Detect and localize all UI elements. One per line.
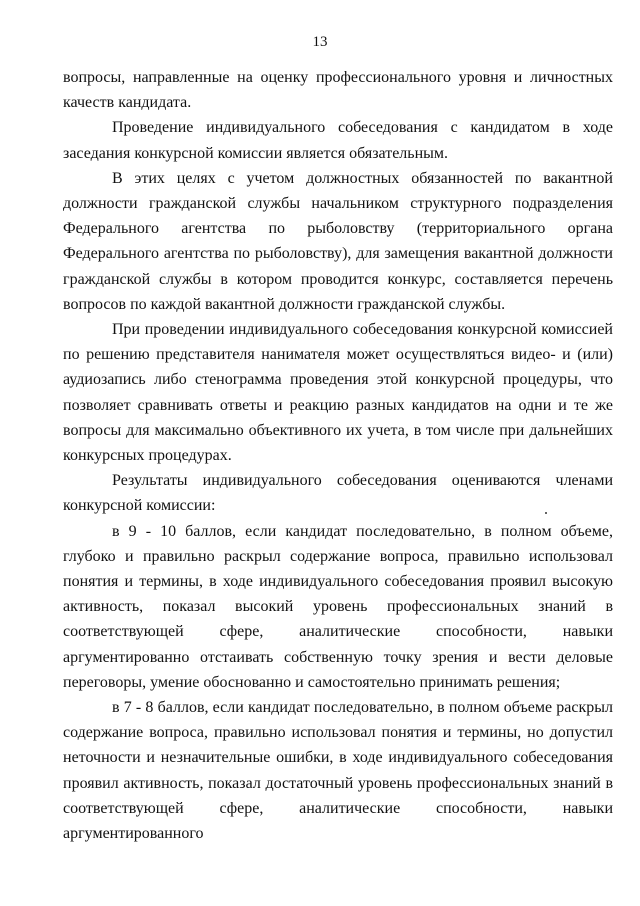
scan-speck <box>545 512 547 514</box>
paragraph-interview-mandatory: Проведение индивидуального собеседования с кандидатом в ходе заседания конкурсной комиссии является обязательным. <box>63 119 613 162</box>
paragraph-score-9-10: в 9 - 10 баллов, если кандидат последовательно, в полном объеме, глубоко и правильно раскрыл содержание вопроса, правильно использовал понятия и термины, в ходе индивидуального собеседования проявил высокую активность, показал высокий уровень профессиональных знаний в соответствующей сфере, аналитические способности, навыки аргументированно отстаивать собственную точку зрения и вести деловые переговоры, умение обоснованно и самостоятельно принимать решения; <box>63 522 613 691</box>
paragraph-question-list: В этих целях с учетом должностных обязанностей по вакантной должности гражданской службы начальником структурного подразделения Федерального агентства по рыболовству (территориального органа Федерального агентства по рыболовству), для замещения вакантной должности гражданской службы в котором проводится конкурс, составляется перечень вопросов по каждой вакантной должности гражданской службы. <box>63 169 613 313</box>
body-text <box>63 65 613 846</box>
paragraph-recording: При проведении индивидуального собеседования конкурсной комиссией по решению представителя нанимателя может осуществляться видео- и (или) аудиозапись либо стенограмма проведения этой конкурсной процедуры, что позволяет сравнивать ответы и реакцию разных кандидатов на одни и те же вопросы для максимально объективного их учета, в том числе при дальнейших конкурсных процедурах. <box>63 321 613 465</box>
paragraph-results-intro: Результаты индивидуального собеседования оцениваются членами конкурсной комиссии: <box>63 472 613 515</box>
page-number: 13 <box>312 34 328 50</box>
paragraph-continuation: вопросы, направленные на оценку профессионального уровня и личностных качеств кандидата. <box>63 69 613 112</box>
paragraph-score-7-8: в 7 - 8 баллов, если кандидат последовательно, в полном объеме раскрыл содержание вопроса, правильно использовал понятия и термины, но допустил неточности и незначительные ошибки, в ходе индивидуального собеседования проявил активность, показал достаточный уровень профессиональных знаний в соответствующей сфере, аналитические способности, навыки аргументированного <box>63 699 613 843</box>
